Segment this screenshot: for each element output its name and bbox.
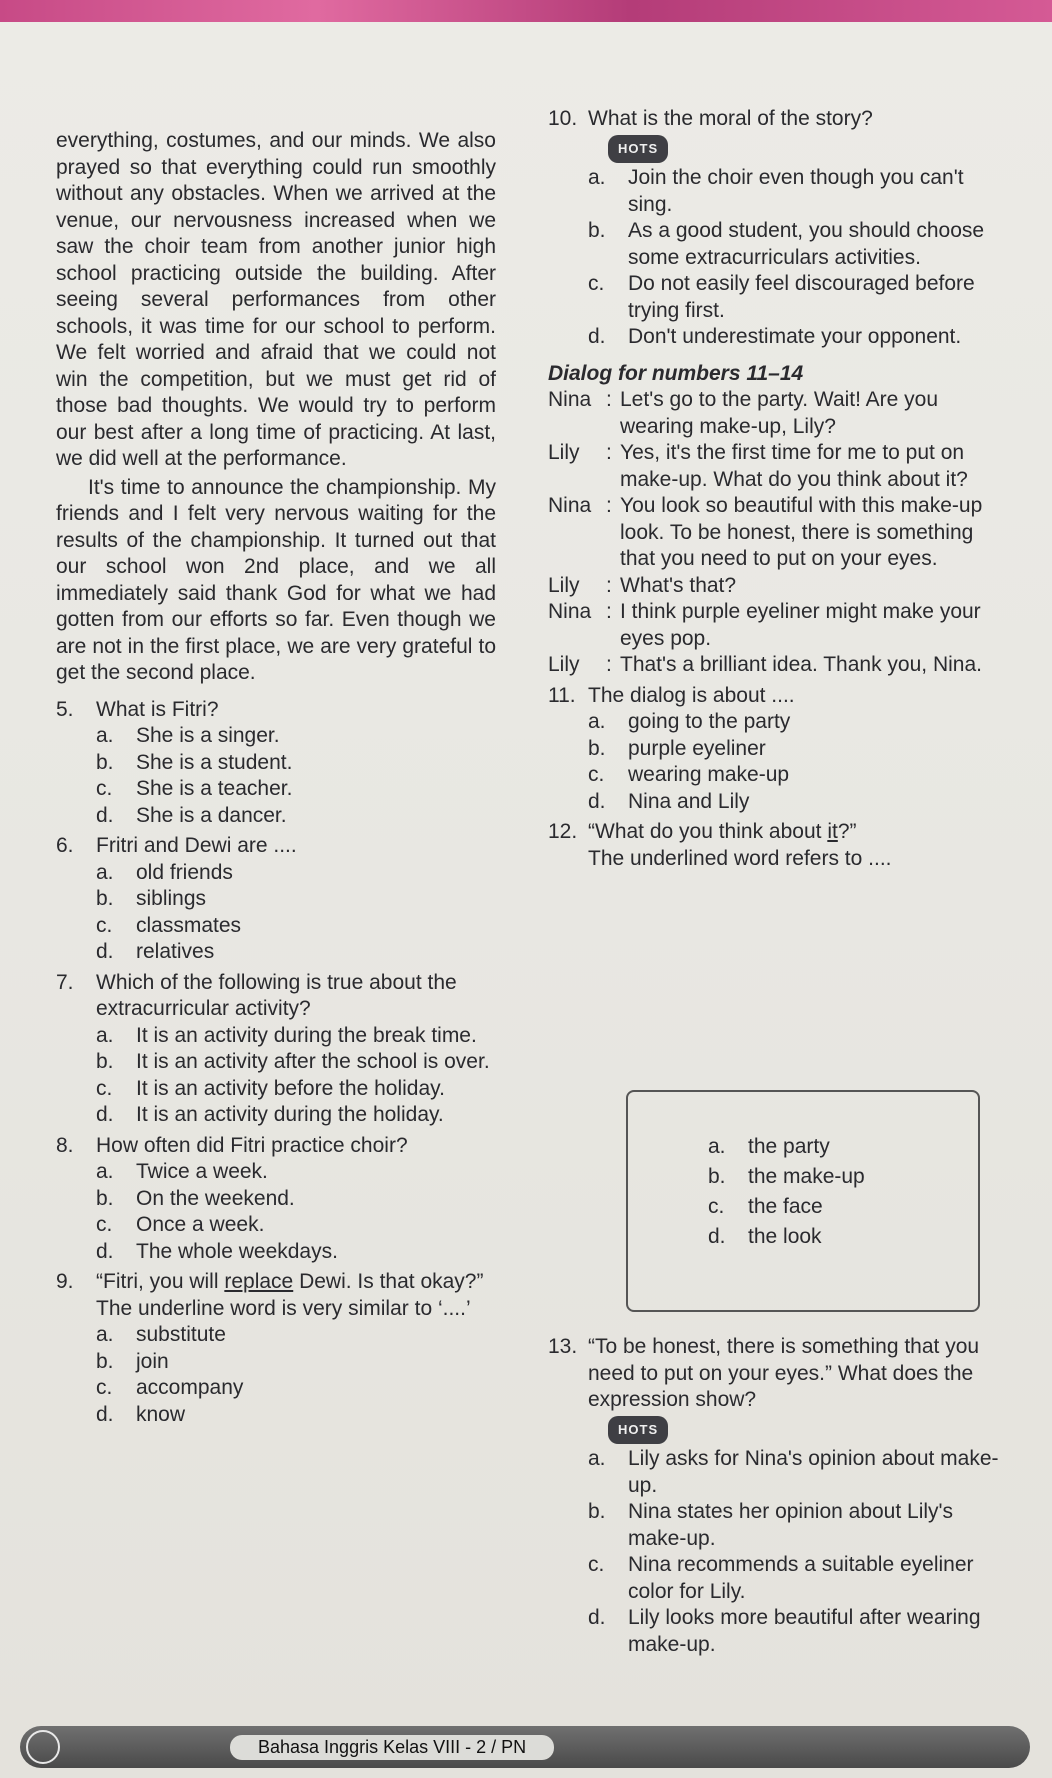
option-letter: a. xyxy=(588,1447,606,1470)
option-letter: d. xyxy=(588,1606,606,1629)
quote-start: “What do you think about xyxy=(588,820,828,843)
option-letter: b. xyxy=(96,1050,114,1073)
dialog-line: Lily : What's that? xyxy=(548,573,1010,600)
option-text: wearing make-up xyxy=(628,763,790,786)
option-text: the look xyxy=(748,1225,822,1248)
speaker: Lily xyxy=(548,441,580,464)
speaker: Lily xyxy=(548,653,580,676)
option-text: going to the party xyxy=(628,710,791,733)
option-c[interactable] xyxy=(96,1076,496,1103)
option-b[interactable] xyxy=(96,1186,496,1213)
option-text: purple eyeliner xyxy=(628,736,766,760)
utterance: You look so beautiful with this make-up look. To be honest, there is something that you need to put on your eyes. xyxy=(620,494,983,570)
option-letter: c. xyxy=(588,763,605,786)
option-text: Twice a week. xyxy=(136,1160,268,1183)
question-7 xyxy=(56,970,496,1129)
option-a[interactable] xyxy=(96,860,496,887)
option-text: Join the choir even though you can't sing. xyxy=(628,166,964,216)
option-c[interactable] xyxy=(96,1375,496,1402)
question-12 xyxy=(548,819,1010,872)
option-text: It is an activity before the holiday. xyxy=(136,1076,445,1100)
option-letter: c. xyxy=(96,1076,113,1100)
option-letter: b. xyxy=(96,1186,114,1210)
option-d[interactable] xyxy=(96,1239,496,1266)
option-letter: a. xyxy=(708,1135,726,1158)
option-text: classmates xyxy=(136,913,242,937)
option-text: It is an activity during the break time. xyxy=(136,1023,477,1047)
hots-badge: HOTS xyxy=(608,1416,668,1445)
left-column xyxy=(56,128,496,1428)
question-10 xyxy=(548,106,1010,351)
option-letter: a. xyxy=(96,1160,114,1183)
option-letter: c. xyxy=(96,1213,113,1236)
option-letter: b. xyxy=(588,736,606,760)
option-a[interactable] xyxy=(588,165,1010,218)
option-text: Nina states her opinion about Lily's make-up. xyxy=(628,1500,954,1550)
circle-icon xyxy=(26,1730,60,1764)
utterance: What's that? xyxy=(620,573,737,597)
option-letter: c. xyxy=(588,1553,605,1576)
question-13 xyxy=(548,1330,1010,1658)
question-text xyxy=(96,1269,496,1296)
option-a[interactable] xyxy=(96,723,496,750)
utterance: That's a brilliant idea. Thank you, Nina. xyxy=(620,653,982,676)
question-text: The dialog is about .... xyxy=(588,683,795,707)
option-text: She is a singer. xyxy=(136,724,280,747)
option-b[interactable] xyxy=(588,1499,1010,1552)
question-text: “To be honest, there is something that you need to put on your eyes.” What does the expression show? xyxy=(588,1335,980,1411)
option-text: relatives xyxy=(136,940,215,963)
option-c[interactable] xyxy=(588,762,1010,789)
question-number: 8. xyxy=(56,1133,74,1157)
option-letter: d. xyxy=(96,1103,114,1126)
option-letter: b. xyxy=(96,1349,114,1373)
dialog-line: Nina : I think purple eyeliner might make your eyes pop. xyxy=(548,599,1010,652)
question-5 xyxy=(56,697,496,830)
utterance: Let's go to the party. Wait! Are you wearing make-up, Lily? xyxy=(620,388,939,438)
option-text: Lily looks more beautiful after wearing make-up. xyxy=(628,1606,981,1656)
dialog-title: Dialog for numbers 11–14 xyxy=(548,361,804,385)
option-a[interactable] xyxy=(588,1446,1010,1499)
option-b[interactable] xyxy=(588,736,1010,763)
option-a[interactable] xyxy=(96,1023,496,1050)
question-text: Fritri and Dewi are .... xyxy=(96,834,297,857)
option-d[interactable] xyxy=(588,789,1010,816)
option-b[interactable] xyxy=(588,218,1010,271)
speaker: Nina xyxy=(548,494,592,517)
option-letter: a. xyxy=(588,166,606,189)
option-text: know xyxy=(136,1402,186,1426)
passage-paragraph-2: It's time to announce the championship. My friends and I felt very nervous waiting for the results of the championship. It turned out that our school won 2nd place, and we all immediately said thank God for what we had gotten from our efforts so far. Even though we are not in the first place, we are very grateful to get the second place. xyxy=(56,475,496,684)
option-letter: b. xyxy=(588,1500,606,1523)
question-11 xyxy=(548,683,1010,816)
option-text: the make-up xyxy=(748,1165,865,1188)
option-d[interactable] xyxy=(96,939,496,966)
option-d[interactable] xyxy=(588,1605,1010,1658)
option-text: It is an activity during the holiday. xyxy=(136,1103,444,1126)
option-text: Don't underestimate your opponent. xyxy=(628,325,962,348)
speaker: Nina xyxy=(548,600,592,623)
option-letter: d. xyxy=(96,803,114,827)
underlined-word: it xyxy=(827,820,838,843)
option-text: She is a dancer. xyxy=(136,803,287,827)
option-text: old friends xyxy=(136,860,233,884)
dialog-line: Nina : Let's go to the party. Wait! Are you wearing make-up, Lily? xyxy=(548,387,1010,440)
question-text: What is Fitri? xyxy=(96,697,219,721)
option-letter: d. xyxy=(96,1239,114,1263)
option-text: substitute xyxy=(136,1323,226,1346)
question-text: What is the moral of the story? xyxy=(588,107,873,130)
option-letter: d. xyxy=(96,940,114,963)
option-d[interactable] xyxy=(708,1222,865,1252)
question-number: 10. xyxy=(548,107,578,130)
utterance: Yes, it's the first time for me to put on make-up. What do you think about it? xyxy=(620,441,968,491)
question-instruction: The underline word is very similar to ‘....’ xyxy=(96,1296,471,1320)
footer-bar xyxy=(20,1726,1030,1768)
passage-paragraph-1: everything, costumes, and our minds. We also prayed so that everything could run smoothly without any obstacles. When we arrived at the venue, our nervousness increased when we saw the choir team from another junior high school practicing outside the building. After seeing several performances from other schools, it was time for our school to perform. We felt worried and afraid that we could not win the competition, but we must get rid of those bad thoughts. We would try to perform our best after a long time of practicing. At last, we did well at the performance. xyxy=(56,129,496,470)
option-c[interactable] xyxy=(588,1552,1010,1605)
option-a[interactable] xyxy=(588,709,1010,736)
quote-end: Dewi. Is that okay?” xyxy=(293,1270,484,1293)
top-cover-strip xyxy=(0,0,1052,22)
option-text: Once a week. xyxy=(136,1213,265,1236)
option-text: As a good student, you should choose some extracurriculars activities. xyxy=(628,219,985,269)
option-text: the face xyxy=(748,1195,823,1218)
hots-badge: HOTS xyxy=(608,135,668,164)
option-a[interactable] xyxy=(96,1159,496,1186)
option-text: Do not easily feel discouraged before trying first. xyxy=(628,272,975,322)
question-number: 6. xyxy=(56,834,74,857)
option-letter: b. xyxy=(96,887,114,910)
option-letter: b. xyxy=(588,219,606,242)
option-text: Nina recommends a suitable eyeliner color for Lily. xyxy=(628,1553,974,1603)
footer-label: Bahasa Inggris Kelas VIII - 2 / PN xyxy=(230,1735,554,1760)
dialog-line: Lily : That's a brilliant idea. Thank you, Nina. xyxy=(548,652,1010,679)
option-c[interactable] xyxy=(96,913,496,940)
underlined-word: replace xyxy=(224,1270,294,1293)
question-text xyxy=(588,819,1010,846)
option-c[interactable] xyxy=(96,776,496,803)
q12-options-box xyxy=(626,1090,980,1312)
option-b[interactable] xyxy=(96,886,496,913)
option-text: It is an activity after the school is over. xyxy=(136,1050,490,1073)
option-letter: d. xyxy=(96,1402,114,1426)
option-letter: c. xyxy=(708,1195,725,1218)
speaker: Nina xyxy=(548,388,592,411)
option-text: She is a student. xyxy=(136,750,293,774)
speaker: Lily xyxy=(548,573,580,597)
option-letter: c. xyxy=(96,913,113,937)
option-letter: d. xyxy=(588,325,606,348)
option-b[interactable] xyxy=(96,1349,496,1376)
utterance: I think purple eyeliner might make your eyes pop. xyxy=(620,600,981,650)
question-text: How often did Fitri practice choir? xyxy=(96,1133,408,1157)
question-number: 7. xyxy=(56,970,74,994)
option-letter: a. xyxy=(96,724,114,747)
option-text: Lily asks for Nina's opinion about make-up. xyxy=(628,1447,999,1497)
option-letter: b. xyxy=(708,1165,726,1188)
option-text: Nina and Lily xyxy=(628,789,750,813)
option-letter: c. xyxy=(96,777,113,800)
option-b[interactable] xyxy=(96,1049,496,1076)
option-text: She is a teacher. xyxy=(136,777,293,800)
option-text: the party xyxy=(748,1135,830,1158)
option-c[interactable] xyxy=(96,1212,496,1239)
option-c[interactable] xyxy=(588,271,1010,324)
dialog xyxy=(548,387,1010,679)
option-letter: d. xyxy=(588,789,606,813)
option-letter: a. xyxy=(96,1023,114,1047)
question-9 xyxy=(56,1269,496,1428)
option-text: accompany xyxy=(136,1376,244,1399)
option-letter: c. xyxy=(588,272,605,295)
question-number: 9. xyxy=(56,1270,74,1293)
option-a[interactable] xyxy=(96,1322,496,1349)
option-text: join xyxy=(136,1349,169,1373)
question-number: 13. xyxy=(548,1335,578,1358)
question-text: Which of the following is true about the extracurricular activity? xyxy=(96,970,457,1020)
quote-start: “Fitri, you will xyxy=(96,1270,225,1293)
option-d[interactable] xyxy=(96,1402,496,1429)
option-letter: a. xyxy=(588,710,606,733)
option-letter: d. xyxy=(708,1225,726,1248)
question-number: 12. xyxy=(548,820,578,843)
option-text: On the weekend. xyxy=(136,1186,295,1210)
option-d[interactable] xyxy=(96,803,496,830)
dialog-line: Nina : You look so beautiful with this make-up look. To be honest, there is something that you need to put on your eyes. xyxy=(548,493,1010,573)
option-d[interactable] xyxy=(96,1102,496,1129)
option-a[interactable] xyxy=(708,1132,865,1162)
option-text: siblings xyxy=(136,887,207,910)
question-number: 5. xyxy=(56,697,74,721)
dialog-line: Lily : Yes, it's the first time for me to put on make-up. What do you think about it? xyxy=(548,440,1010,493)
option-letter: a. xyxy=(96,860,114,884)
right-column xyxy=(548,102,1010,872)
option-b[interactable] xyxy=(96,750,496,777)
question-number: 11. xyxy=(548,683,576,707)
question-instruction: The underlined word refers to .... xyxy=(588,846,892,870)
option-b[interactable] xyxy=(708,1162,865,1192)
quote-end: ?” xyxy=(837,820,857,843)
question-8 xyxy=(56,1133,496,1266)
option-c[interactable] xyxy=(708,1192,865,1222)
option-d[interactable] xyxy=(588,324,1010,351)
option-text: The whole weekdays. xyxy=(136,1239,338,1263)
option-letter: c. xyxy=(96,1376,113,1399)
option-letter: b. xyxy=(96,750,114,774)
option-letter: a. xyxy=(96,1323,114,1346)
question-6 xyxy=(56,833,496,966)
